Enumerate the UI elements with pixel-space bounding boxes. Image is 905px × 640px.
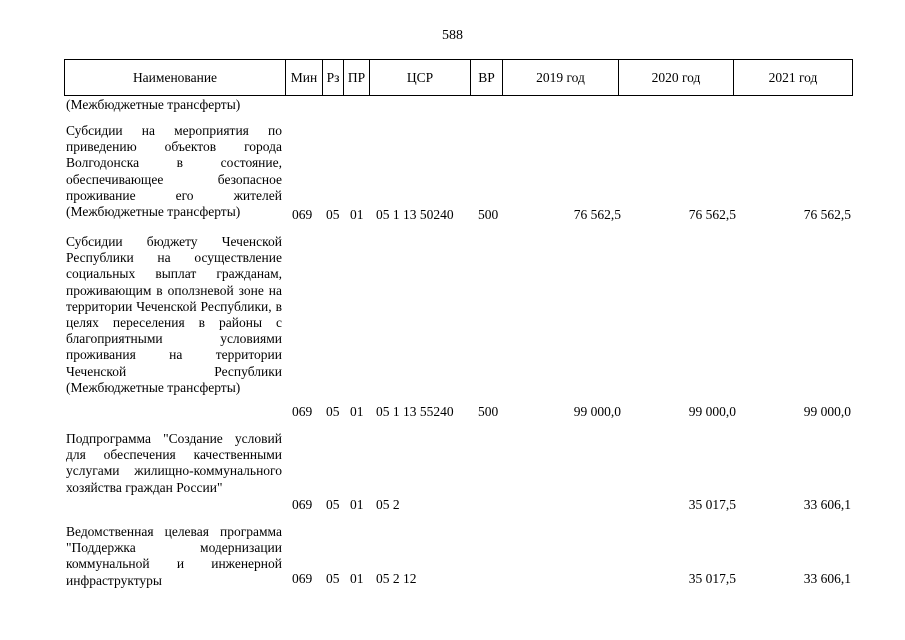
row-3-2020: 35 017,5 <box>688 497 736 512</box>
row-2-2019: 99 000,0 <box>573 404 621 419</box>
row-2-csr: 05 1 13 55240 <box>376 404 454 419</box>
row-4-name: Ведомственная целевая программа "Поддержка модернизации коммунальной и инженерной инфраструктуры <box>66 524 282 588</box>
row-1-2021: 76 562,5 <box>803 207 851 222</box>
header-2020: 2020 год <box>619 60 734 96</box>
row-4-pr: 01 <box>350 571 364 586</box>
row-1-name: Субсидии на мероприятия по приведению объектов города Волгодонска в состояние, обеспечивающее безопасное проживание его жителей (Межбюджетные трансферты) <box>66 123 282 220</box>
row-2-2020: 99 000,0 <box>688 404 736 419</box>
row-4-min: 069 <box>292 571 313 586</box>
table-header <box>64 59 853 96</box>
header-rz: Рз <box>323 60 344 96</box>
header-min: Мин <box>286 60 323 96</box>
row-3-min: 069 <box>292 497 313 512</box>
row-3-rz: 05 <box>326 497 340 512</box>
row-2-pr: 01 <box>350 404 364 419</box>
row-2-2021: 99 000,0 <box>803 404 851 419</box>
row-3-2021: 33 606,1 <box>803 497 851 512</box>
row-1-2019: 76 562,5 <box>573 207 621 222</box>
row-4-2021: 33 606,1 <box>803 571 851 586</box>
row-1-min: 069 <box>292 207 313 222</box>
page-number: 588 <box>442 28 463 43</box>
header-pr: ПР <box>344 60 370 96</box>
header-vr: ВР <box>471 60 503 96</box>
row-1-2020: 76 562,5 <box>688 207 736 222</box>
row-1-vr: 500 <box>478 207 499 222</box>
row-2-rz: 05 <box>326 404 340 419</box>
row-2-min: 069 <box>292 404 313 419</box>
row-2-name: Субсидии бюджету Чеченской Республики на осуществление социальных выплат гражданам, проживающим в оползневой зоне на территории Чеченской Республики, в целях переселения в районы с благоприятными условиями проживания на территории Чеченской Республики (Межбюджетные трансферты) <box>66 234 282 395</box>
row-4-2020: 35 017,5 <box>688 571 736 586</box>
row-3-pr: 01 <box>350 497 364 512</box>
row-1-csr: 05 1 13 50240 <box>376 207 454 222</box>
row-3-name: Подпрограмма "Создание условий для обеспечения качественными услугами жилищно-коммунального хозяйства граждан России" <box>66 431 282 495</box>
header-2019: 2019 год <box>503 60 619 96</box>
header-name: Наименование <box>65 60 286 96</box>
row-1-rz: 05 <box>326 207 340 222</box>
header-2021: 2021 год <box>734 60 853 96</box>
continuation-text: (Межбюджетные трансферты) <box>66 97 241 112</box>
row-1-pr: 01 <box>350 207 364 222</box>
row-3-csr: 05 2 <box>376 497 400 512</box>
header-csr: ЦСР <box>370 60 471 96</box>
row-4-rz: 05 <box>326 571 340 586</box>
row-4-csr: 05 2 12 <box>376 571 417 586</box>
row-2-vr: 500 <box>478 404 499 419</box>
